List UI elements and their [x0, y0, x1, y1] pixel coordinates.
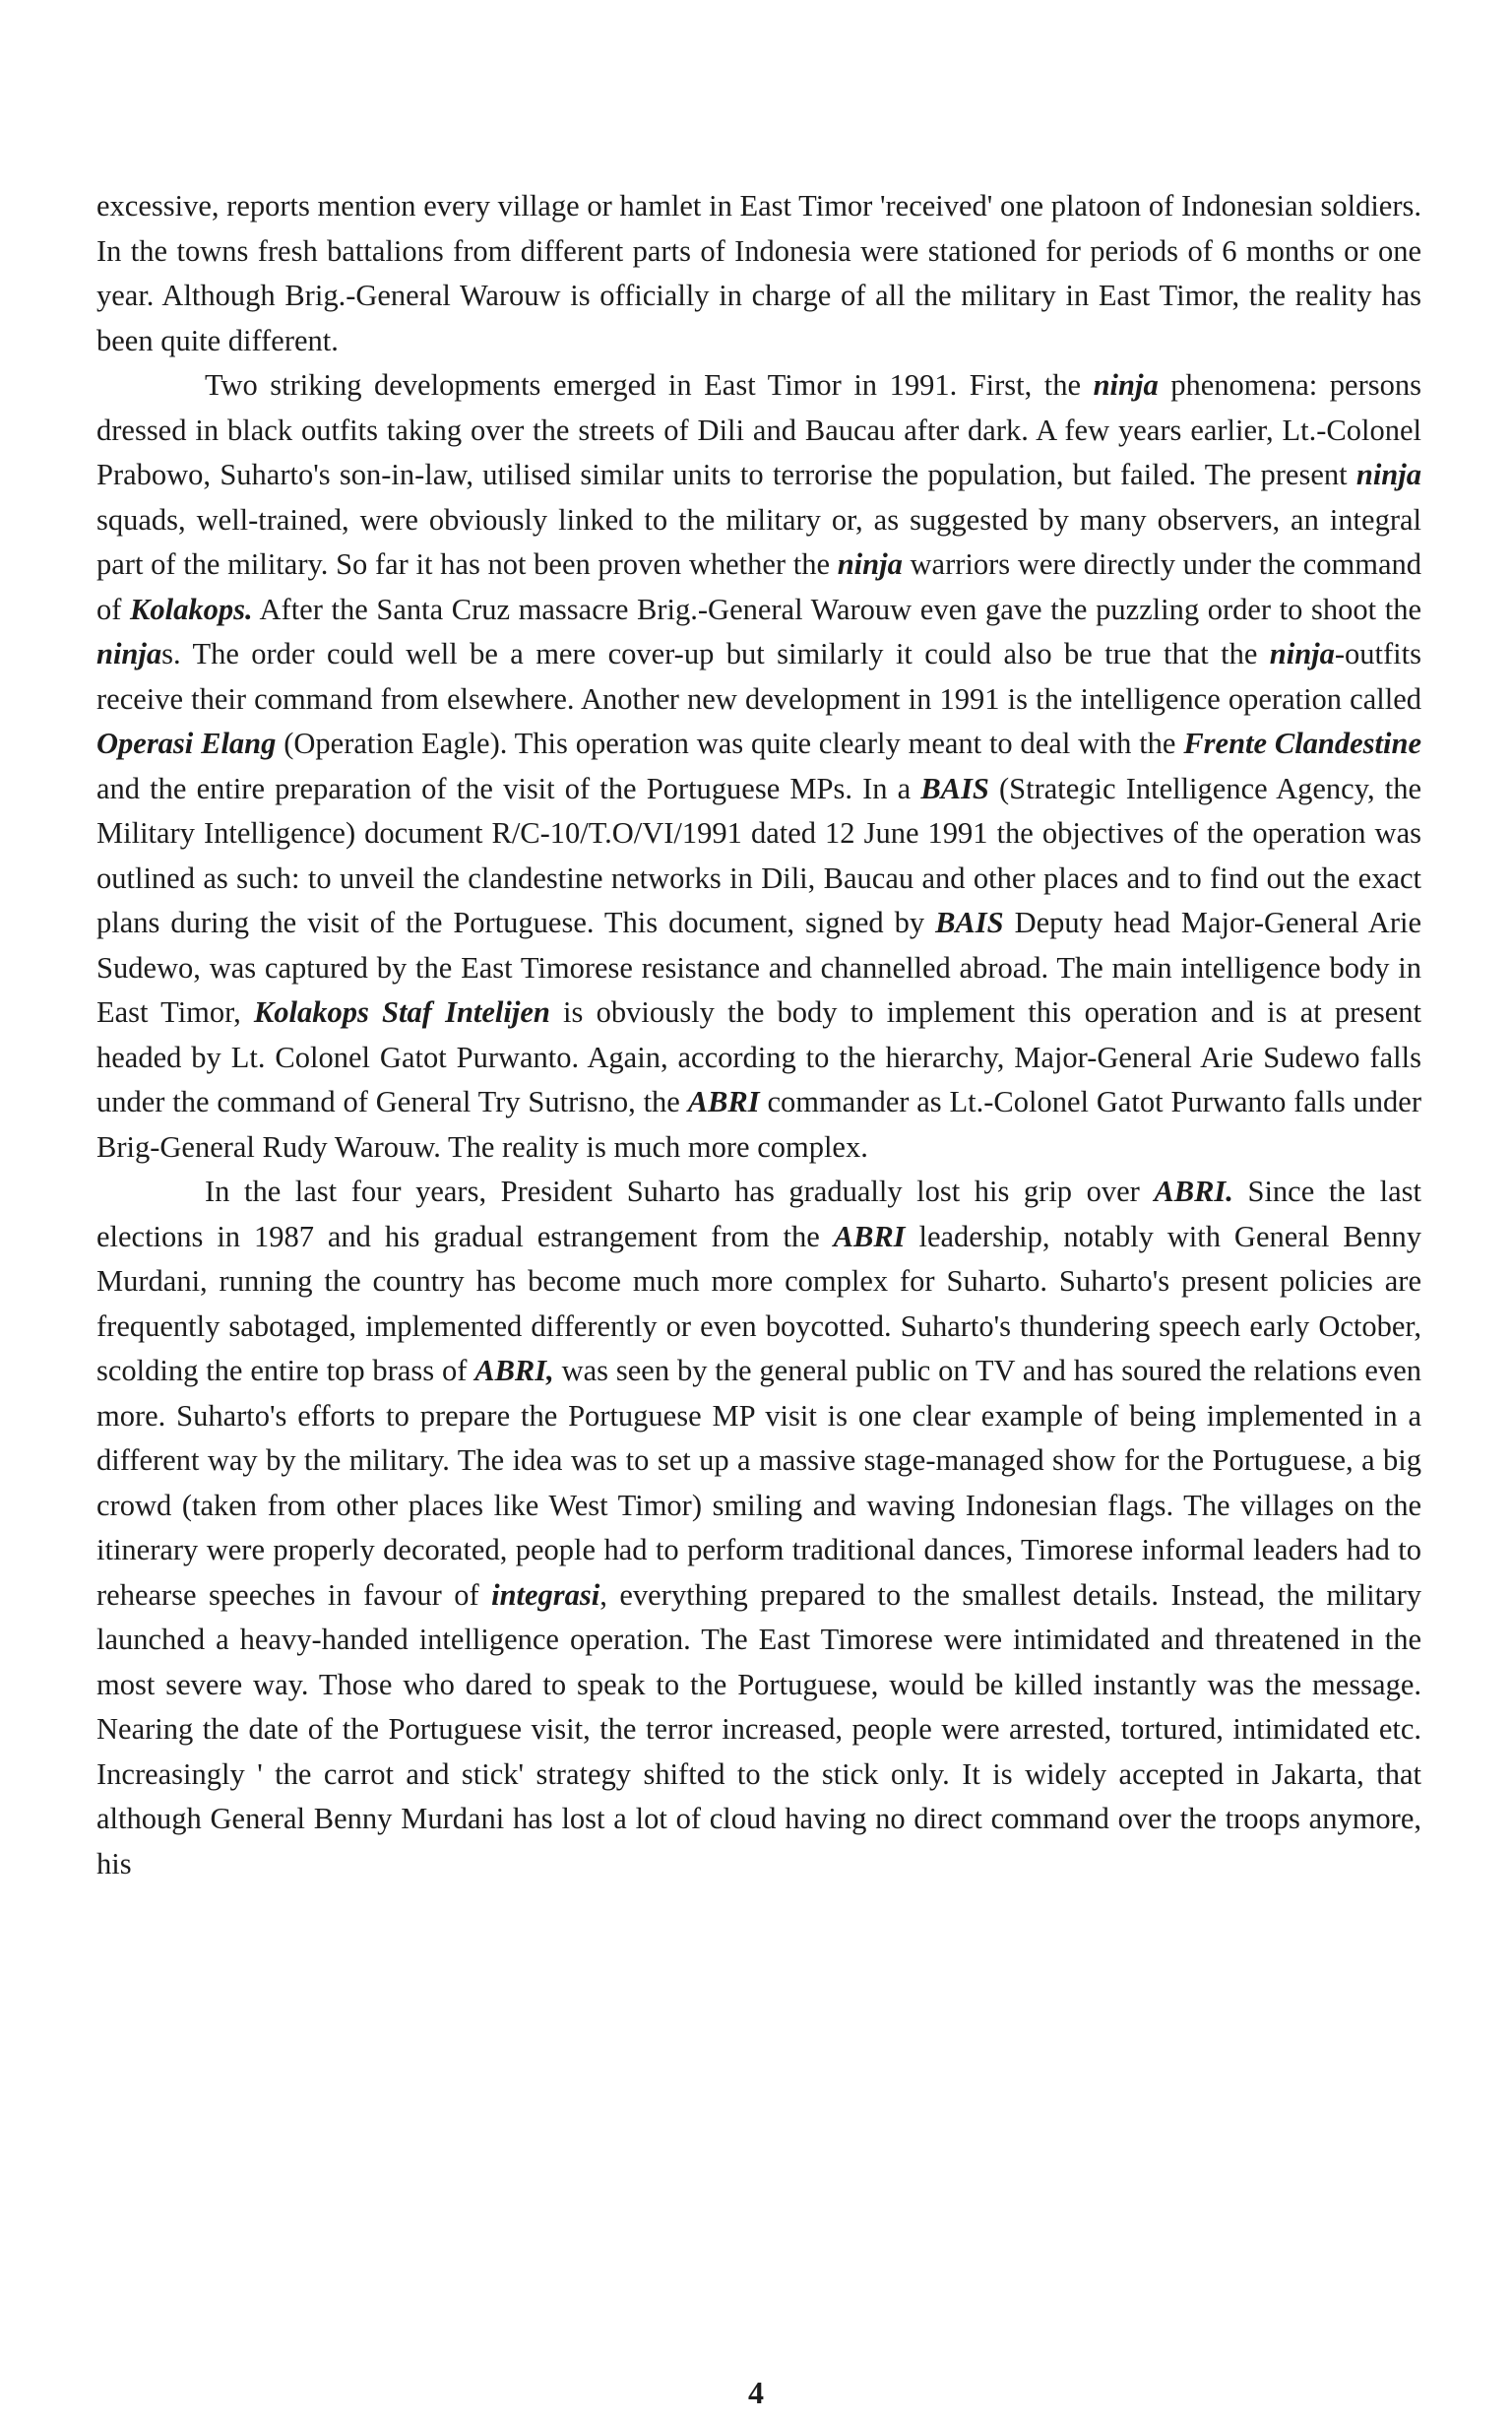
- text-run: In the last four years, President Suharto has gradually lost his grip over: [205, 1175, 1155, 1208]
- paragraph-1: [96, 184, 1421, 363]
- emphasized-term: ABRI.: [1154, 1175, 1233, 1208]
- paragraph-2: [96, 363, 1421, 1170]
- text-run: warriors were directly under the command of: [96, 547, 1421, 626]
- text-run: phenomena: persons dressed in black outfits taking over the streets of Dili and Baucau after dark. A few years earlier, Lt.-Colonel Prabowo, Suharto's son-in-law, utilised similar units to terrorise the population, but failed. The present: [96, 368, 1421, 491]
- text-run: , everything prepared to the smallest details. Instead, the military launched a heavy-handed intelligence operation. The East Timorese were intimidated and threatened in the most severe way. Those who dared to speak to the Portuguese, would be killed instantly was the message. Nearing the date of the Portuguese visit, the terror increased, people were arrested, tortured, intimidated etc. Increasingly ' the carrot and stick' strategy shifted to the stick only. It is widely accepted in Jakarta, that although General Benny Murdani has lost a lot of cloud having no direct command over the troops anymore, his: [96, 1577, 1421, 1880]
- text-run: commander as Lt.-Colonel Gatot Purwanto falls under Brig-General Rudy Warouw. The reality is much more complex.: [96, 1085, 1421, 1164]
- emphasized-term: ninja: [1355, 458, 1421, 491]
- emphasized-term: ninja: [837, 547, 903, 581]
- text-run: After the Santa Cruz massacre Brig.-General Warouw even gave the puzzling order to shoot the: [252, 592, 1421, 626]
- emphasized-term: Kolakops.: [130, 592, 253, 626]
- emphasized-term: ABRI: [687, 1085, 760, 1118]
- emphasized-term: ninja: [96, 637, 162, 670]
- text-run: s. The order could well be a mere cover-up but similarly it could also be true that the: [161, 637, 1270, 670]
- emphasized-term: BAIS: [920, 771, 989, 805]
- text-run: leadership, notably with General Benny Murdani, running the country has become much more complex for Suharto. Suharto's present policies are frequently sabotaged, implemented differently or even boycotted. Suharto's thundering speech early October, scolding the entire top brass of: [96, 1219, 1421, 1387]
- text-run: is obviously the body to implement this operation and is at present headed by Lt. Colonel Gatot Purwanto. Again, according to the hierarchy, Major-General Arie Sudewo falls under the command of General Try Sutrisno, the: [96, 995, 1421, 1118]
- emphasized-term: ninja: [1093, 368, 1159, 402]
- text-run: squads, well-trained, were obviously linked to the military or, as suggested by many observers, an integral part of the military. So far it has not been proven whether the: [96, 502, 1421, 581]
- emphasized-term: Frente Clandestine: [1183, 727, 1422, 760]
- page-body: [96, 184, 1421, 1886]
- page-number: 4: [748, 2375, 764, 2410]
- emphasized-term: ABRI: [833, 1219, 906, 1253]
- emphasized-term: Kolakops Staf Intelijen: [253, 995, 550, 1029]
- text-run: was seen by the general public on TV and has soured the relations even more. Suharto's efforts to prepare the Portuguese MP visit is one clear example of being implemented in a different way by the military. The idea was to set up a massive stage-managed show for the Portuguese, a big crowd (taken from other places like West Timor) smiling and waving Indonesian flags. The villages on the itinerary were properly decorated, people had to perform traditional dances, Timorese informal leaders had to rehearse speeches in favour of: [96, 1354, 1421, 1612]
- emphasized-term: integrasi: [491, 1577, 600, 1612]
- text-run: -outfits receive their command from elsewhere. Another new development in 1991 is the intelligence operation called: [96, 637, 1421, 716]
- text-run: and the entire preparation of the visit of the Portuguese MPs. In a: [96, 771, 921, 805]
- emphasized-term: BAIS: [935, 906, 1004, 939]
- text-run: Deputy head Major-General Arie Sudewo, was captured by the East Timorese resistance and channelled abroad. The main intelligence body in East Timor,: [96, 906, 1421, 1029]
- text-run: excessive, reports mention every village or hamlet in East Timor 'received' one platoon of Indonesian soldiers. In the towns fresh battalions from different parts of Indonesia were stationed for periods of 6 months or one year. Although Brig.-General Warouw is officially in charge of all the military in East Timor, the reality has been quite different.: [96, 189, 1421, 357]
- emphasized-term: Operasi Elang: [96, 727, 277, 760]
- text-run: Two striking developments emerged in East Timor in 1991. First, the: [205, 368, 1094, 402]
- emphasized-term: ABRI,: [474, 1354, 554, 1387]
- paragraph-3: [96, 1170, 1421, 1886]
- text-run: (Operation Eagle). This operation was quite clearly meant to deal with the: [276, 727, 1184, 760]
- text-run: Since the last elections in 1987 and his gradual estrangement from the: [96, 1175, 1421, 1253]
- text-run: (Strategic Intelligence Agency, the Military Intelligence) document R/C-10/T.O/VI/1991 dated 12 June 1991 the objectives of the operation was outlined as such: to unveil the clandestine networks in Dili, Baucau and other places and to find out the exact plans during the visit of the Portuguese. This document, signed by: [96, 771, 1421, 939]
- emphasized-term: ninja: [1269, 637, 1335, 670]
